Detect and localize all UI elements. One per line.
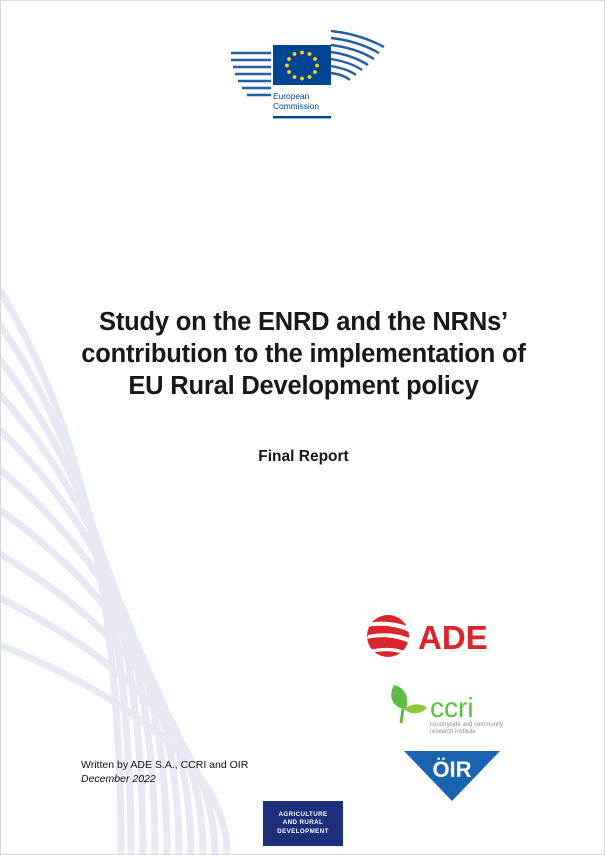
ccri-tagline-line1: countryside and community [430, 722, 504, 728]
ade-logo-icon [367, 615, 409, 657]
ade-wordmark: ADE [418, 619, 488, 656]
page-subtitle: Final Report [258, 448, 349, 465]
title-block [61, 306, 546, 466]
credit-date: December 2022 [81, 773, 156, 785]
credit-written-by: Written by ADE S.A., CCRI and OIR [81, 759, 249, 771]
ade-logo [362, 613, 542, 659]
european-commission-logo [229, 23, 389, 135]
ec-wordmark-line1: European [273, 91, 310, 101]
ccri-logo-icon [391, 685, 427, 723]
oir-logo [400, 745, 510, 805]
credit-block [81, 758, 381, 786]
dg-agriculture-badge [263, 801, 343, 846]
dg-badge-line1: AGRICULTURE [278, 810, 328, 818]
ccri-logo [382, 675, 532, 737]
dg-badge-line2: AND RURAL [282, 819, 324, 827]
ccri-tagline-line2: research institute [430, 729, 476, 735]
ec-wordmark-line2: Commission [273, 101, 320, 111]
dg-badge-line3: DEVELOPMENT [277, 827, 329, 835]
oir-wordmark: ÖIR [432, 757, 472, 782]
partner-logos [357, 613, 542, 798]
page-title: Study on the ENRD and the NRNs’ contribution to the implementation of EU Rural Development policy [81, 308, 526, 400]
ccri-wordmark: ccri [430, 692, 474, 723]
